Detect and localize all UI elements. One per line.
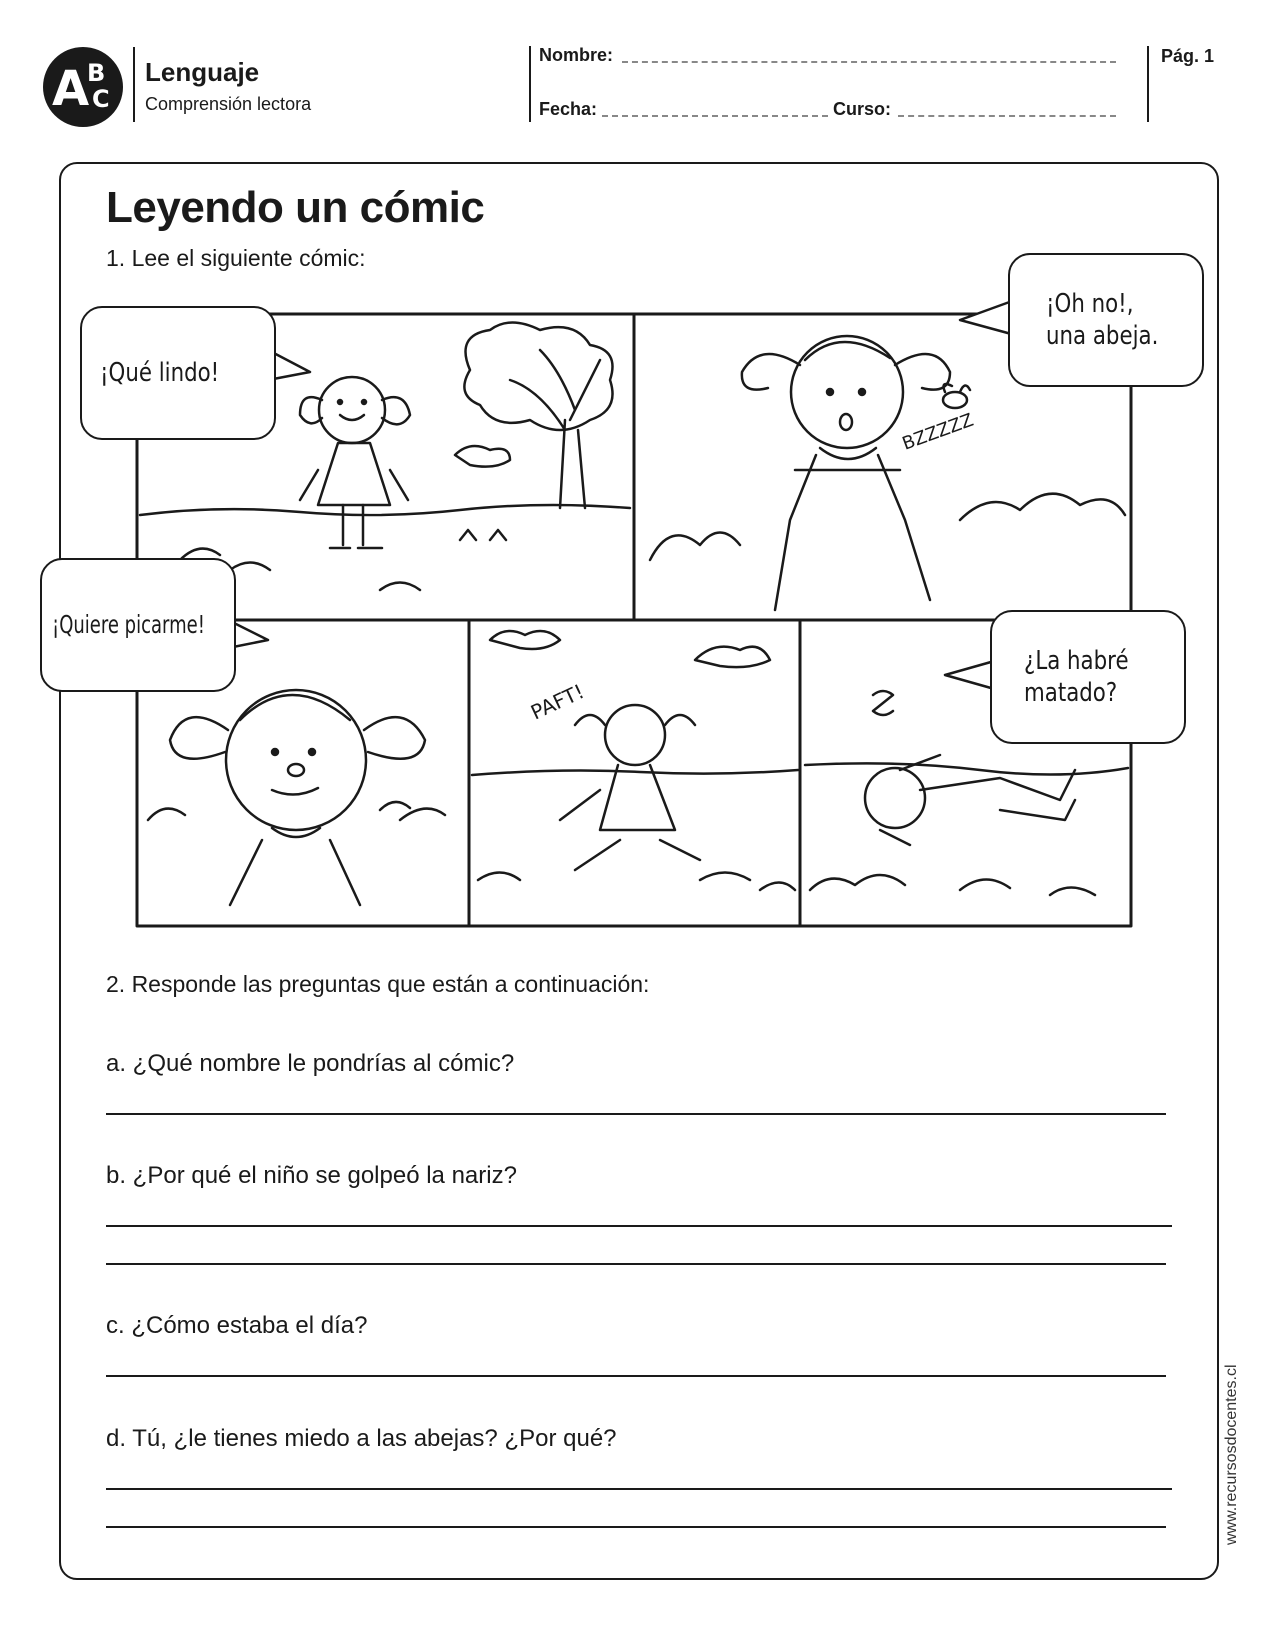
answer-line-d1[interactable]: [106, 1488, 1172, 1490]
date-label: Fecha:: [539, 99, 598, 119]
answer-line-b2[interactable]: [106, 1263, 1166, 1265]
speech-bubble-2-line2: una abeja.: [1046, 321, 1159, 351]
speech-bubble-2: [1008, 253, 1204, 387]
question-a: a. ¿Qué nombre le pondrías al cómic?: [106, 1050, 515, 1077]
panel-3-illustration: [148, 690, 445, 905]
logo-letter-b: B: [87, 59, 106, 87]
speech-bubble-4-line2: matado?: [1024, 678, 1118, 708]
speech-bubble-3-text: ¡Quiere picarme!: [52, 610, 205, 639]
source-url: www.recursosdocentes.cl: [1223, 1364, 1240, 1545]
answer-line-d2[interactable]: [106, 1526, 1166, 1528]
worksheet-title: Leyendo un cómic: [106, 183, 485, 232]
speech-bubble-4: [990, 610, 1186, 744]
course-label: Curso:: [833, 99, 891, 119]
instruction-2: 2. Responde las preguntas que están a continuación:: [106, 971, 650, 997]
answer-line-c1[interactable]: [106, 1375, 1166, 1377]
question-c: c. ¿Cómo estaba el día?: [106, 1312, 368, 1339]
speech-bubble-4-line1: ¿La habré: [1024, 646, 1129, 676]
name-label: Nombre:: [539, 45, 614, 65]
question-b: b. ¿Por qué el niño se golpeó la nariz?: [106, 1162, 517, 1189]
instruction-1: 1. Lee el siguiente cómic:: [106, 245, 366, 271]
page-number: Pág. 1: [1161, 46, 1215, 66]
speech-bubble-3: [40, 558, 236, 692]
subject-title: Lenguaje: [145, 57, 260, 87]
logo-letter-a: A: [52, 61, 90, 117]
logo-letter-c: C: [92, 85, 110, 113]
bubble-tails: [228, 300, 1015, 690]
speech-bubble-1: [80, 306, 276, 440]
speech-bubble-2-line1: ¡Oh no!,: [1046, 289, 1134, 319]
question-d: d. Tú, ¿le tienes miedo a las abejas? ¿Por qué?: [106, 1425, 617, 1452]
bee-buzz-sfx: BZZZZZ: [899, 409, 977, 455]
answer-line-b1[interactable]: [106, 1225, 1172, 1227]
panel-4-illustration: [472, 631, 798, 890]
speech-bubble-1-text: ¡Qué lindo!: [100, 358, 220, 388]
punch-sfx: PAFT!: [526, 679, 588, 725]
subject-subtitle: Comprensión lectora: [145, 94, 312, 114]
answer-line-a1[interactable]: [106, 1113, 1166, 1115]
